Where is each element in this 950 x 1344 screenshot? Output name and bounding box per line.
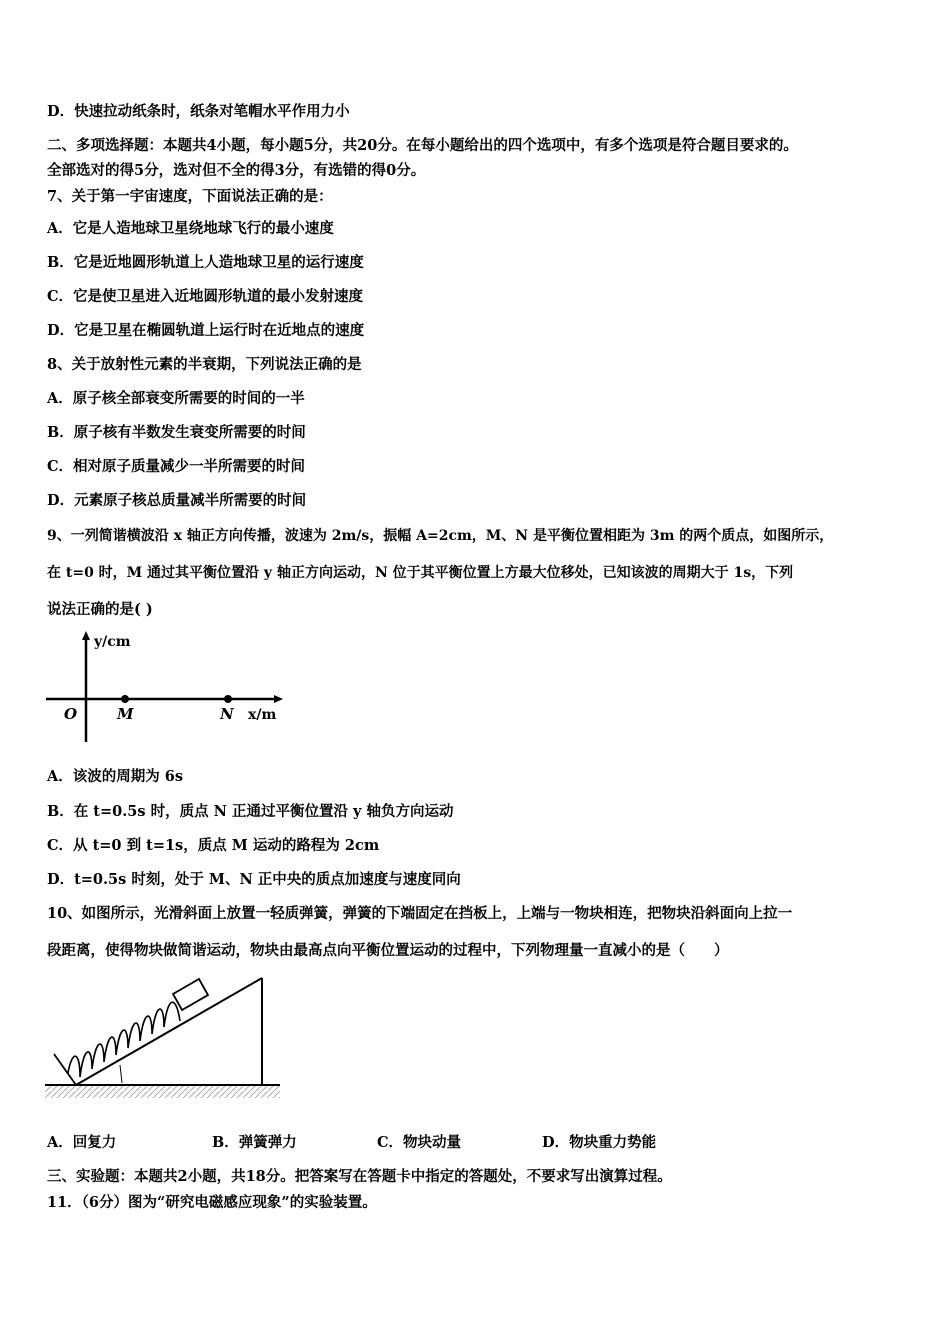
q9-stem-1: 9、一列简谐横波沿 x 轴正方向传播，波速为 2m/s，振幅 A=2cm，M、N 是平衡位置相距为 3m 的两个质点，如图所示， [47,528,834,544]
q10-options [47,1134,656,1152]
q7-option-b: B．它是近地圆形轨道上人造地球卫星的运行速度 [47,254,364,271]
q9-option-a: A．该波的周期为 6s [47,768,184,785]
q9-stem-2: 在 t=0 时，M 通过其平衡位置沿 y 轴正方向运动，N 位于其平衡位置上方最大位移处，已知该波的周期大于 1s，下列 [47,565,794,581]
section3-heading: 三、实验题：本题共2小题，共18分。把答案写在答题卡中指定的答题处，不要求写出演算过程。 [47,1168,672,1185]
section2-heading: 二、多项选择题：本题共4小题，每小题5分，共20分。在每小题给出的四个选项中，有多个选项是符合题目要求的。 [47,137,798,154]
q11-stem: 11．（6分）图为“研究电磁感应现象”的实验装置。 [47,1194,377,1211]
point-n-marker [224,695,232,703]
q9-stem-3: 说法正确的是( ) [47,601,153,618]
section2-scoring: 全部选对的得5分，选对但不全的得3分，有选错的得0分。 [47,162,426,179]
q8-option-a: A．原子核全部衰变所需要的时间的一半 [47,390,305,407]
q9-option-d: D．t=0.5s 时刻，处于 M、N 正中央的质点加速度与速度同向 [47,871,461,888]
q10-option-d: D．物块重力势能 [542,1134,657,1151]
q10-option-b: B．弹簧弹力 [212,1134,297,1151]
q10-option-c: C．物块动量 [377,1134,462,1151]
q9-option-c: C．从 t=0 到 t=1s，质点 M 运动的路程为 2cm [47,837,380,854]
q8-option-b: B．原子核有半数发生衰变所需要的时间 [47,424,306,441]
x-axis-label: x/m [248,707,277,723]
incline-spring-figure [40,965,290,1100]
q8-option-d: D．元素原子核总质量减半所需要的时间 [47,492,307,509]
q7-option-c: C．它是使卫星进入近地圆形轨道的最小发射速度 [47,288,364,305]
q7-stem: 7、关于第一宇宙速度，下面说法正确的是： [47,188,333,205]
q8-stem: 8、关于放射性元素的半衰期，下列说法正确的是 [47,356,362,373]
q10-stem-1: 10、如图所示，光滑斜面上放置一轻质弹簧，弹簧的下端固定在挡板上，上端与一物块相连，把物块沿斜面向上拉一 [47,905,793,922]
y-axis-label: y/cm [94,634,131,650]
point-m-marker [121,695,129,703]
q10-stem-2: 段距离，使得物块做简谐运动，物块由最高点向平衡位置运动的过程中，下列物理量一直减小的是（ ） [47,942,729,959]
q7-option-a: A．它是人造地球卫星绕地球飞行的最小速度 [47,220,334,237]
n-label: N [220,705,234,723]
m-label: M [117,705,134,723]
q9-option-b: B．在 t=0.5s 时，质点 N 正通过平衡位置沿 y 轴负方向运动 [47,803,454,820]
q7-option-d: D．它是卫星在椭圆轨道上运行时在近地点的速度 [47,322,365,339]
q10-option-a: A．回复力 [47,1134,117,1151]
wave-axis-figure [40,628,300,746]
q6-option-d: D．快速拉动纸条时，纸条对笔帽水平作用力小 [47,103,350,120]
origin-label: O [64,705,78,723]
q8-option-c: C．相对原子质量减少一半所需要的时间 [47,458,306,475]
